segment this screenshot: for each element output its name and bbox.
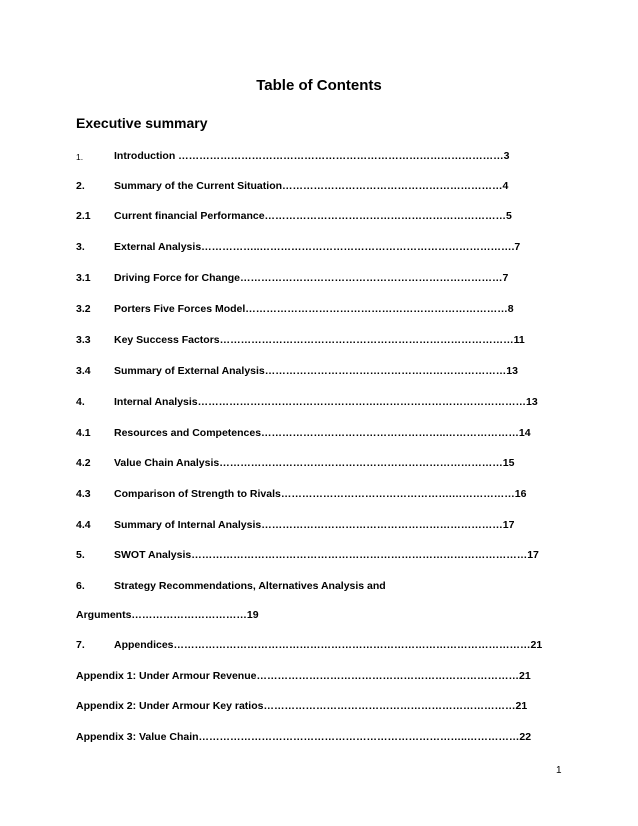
toc-text: Comparison of Strength to Rivals………………………………………….………………16 xyxy=(114,488,527,500)
toc-text: Introduction …………………………………………………………………………………3 xyxy=(114,150,510,162)
toc-text: Summary of Internal Analysis……………………………………………………………17 xyxy=(114,519,515,531)
toc-text: Current financial Performance……………………………………………………………5 xyxy=(114,210,512,222)
executive-summary-heading: Executive summary xyxy=(76,115,208,131)
toc-number: 3.4 xyxy=(76,365,91,377)
toc-number: 2. xyxy=(76,180,85,192)
toc-number: 7. xyxy=(76,639,85,651)
toc-text: Porters Five Forces Model…………………………………………………………………8 xyxy=(114,303,514,315)
page-number: 1 xyxy=(556,765,562,776)
toc-number: 3.1 xyxy=(76,272,91,284)
toc-number: 4. xyxy=(76,396,85,408)
toc-number: 4.1 xyxy=(76,427,91,439)
toc-text: Appendix 2: Under Armour Key ratios………………………………………………………………21 xyxy=(76,700,528,712)
toc-text: External Analysis……………..……………………………………………………………….7 xyxy=(114,241,521,253)
toc-text: Driving Force for Change…………………………………………………………………7 xyxy=(114,272,509,284)
toc-text: Summary of the Current Situation………………………………………………………4 xyxy=(114,180,509,192)
toc-text: Value Chain Analysis………………………………………………………………………15 xyxy=(114,457,515,469)
toc-number: 4.2 xyxy=(76,457,91,469)
toc-number: 2.1 xyxy=(76,210,91,222)
toc-text: SWOT Analysis……………………………………………………………………………………17 xyxy=(114,549,539,561)
toc-number: 6. xyxy=(76,580,85,592)
toc-number: 3.2 xyxy=(76,303,91,315)
toc-number: 3.3 xyxy=(76,334,91,346)
toc-number: 3. xyxy=(76,241,85,253)
toc-text: Appendix 1: Under Armour Revenue…………………………………………………………………21 xyxy=(76,670,531,682)
toc-text: Appendix 3: Value Chain…………………………………………………………………..……………22 xyxy=(76,731,532,743)
toc-text: Appendices…………………………………………………………………………………………21 xyxy=(114,639,543,651)
toc-number: 5. xyxy=(76,549,85,561)
toc-number: 4.4 xyxy=(76,519,91,531)
toc-text: Arguments……………………………19 xyxy=(76,609,259,621)
toc-text: Internal Analysis…………………………………………….……………………………………13 xyxy=(114,396,538,408)
toc-number: 1. xyxy=(76,152,84,162)
page-title: Table of Contents xyxy=(256,77,382,94)
toc-text: Summary of External Analysis……………………………………………………………13 xyxy=(114,365,518,377)
toc-number: 4.3 xyxy=(76,488,91,500)
toc-text: Key Success Factors…………………………………………………………………………11 xyxy=(114,334,525,346)
toc-text: Resources and Competences……………………………………………..…………………14 xyxy=(114,427,531,439)
toc-text: Strategy Recommendations, Alternatives Analysis and xyxy=(114,580,386,592)
